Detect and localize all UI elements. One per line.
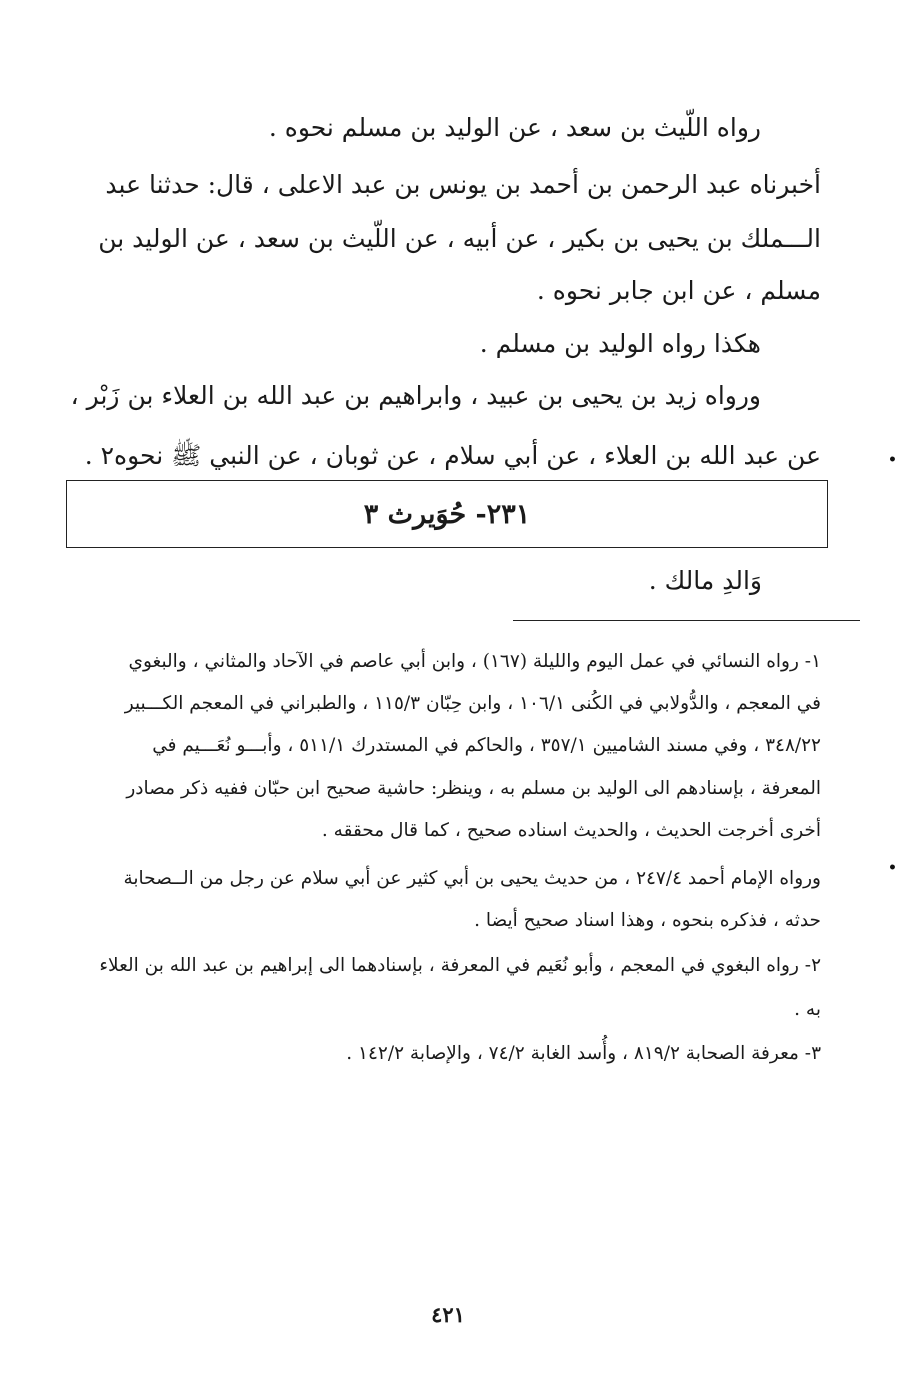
footnote-line-6: ورواه الإمام أحمد ٢٤٧/٤ ، من حديث يحيى بن أبي كثير عن أبي سلام عن رجل من الــصحابة xyxy=(123,868,821,889)
main-line-2: أخبرناه عبد الرحمن بن أحمد بن يونس بن عبد الاعلى ، قال: حدثنا عبد xyxy=(105,170,821,199)
page-number: ٤٢١ xyxy=(431,1302,465,1327)
subject-line: وَالدِ مالك . xyxy=(648,566,762,595)
footnote-line-9: به . xyxy=(794,999,821,1020)
margin-mark: • xyxy=(888,452,897,468)
main-line-4: مسلم ، عن ابن جابر نحوه . xyxy=(536,276,821,305)
main-line-7: عن عبد الله بن العلاء ، عن أبي سلام ، عن ثوبان ، عن النبي ﷺ نحوه٢ . xyxy=(84,441,821,470)
footnote-line-5: أخرى أخرجت الحديث ، والحديث اسناده صحيح ، كما قال محققه . xyxy=(321,820,821,841)
main-line-1: رواه اللّيث بن سعد ، عن الوليد بن مسلم نحوه . xyxy=(268,113,761,142)
section-heading: ٢٣١- حُوَيرث ٣ xyxy=(363,498,531,530)
footnote-line-10: ٣- معرفة الصحابة ٨١٩/٢ ، وأُسد الغابة ٧٤/٢ ، والإصابة ١٤٢/٢ . xyxy=(346,1043,821,1064)
main-line-5: هكذا رواه الوليد بن مسلم . xyxy=(479,329,761,358)
section-heading-box xyxy=(66,480,828,548)
main-line-6: ورواه زيد بن يحيى بن عبيد ، وابراهيم بن عبد الله بن العلاء بن زَبْر ، xyxy=(70,381,761,410)
margin-mark: • xyxy=(888,860,897,876)
footnote-line-1: ١- رواه النسائي في عمل اليوم والليلة (١٦٧) ، وابن أبي عاصم في الآحاد والمثاني ، والبغوي xyxy=(128,651,821,672)
footnote-line-8: ٢- رواه البغوي في المعجم ، وأبو نُعَيم في المعرفة ، بإسنادهما الى إبراهيم بن عبد الله بن العلاء xyxy=(99,955,821,976)
footnote-line-3: ٣٤٨/٢٢ ، وفي مسند الشاميين ٣٥٧/١ ، والحاكم في المستدرك ٥١١/١ ، وأبـــو نُعَـــيم في xyxy=(152,735,821,756)
footnote-line-4: المعرفة ، بإسنادهم الى الوليد بن مسلم به ، وينظر: حاشية صحيح ابن حبّان ففيه ذكر مصادر xyxy=(126,778,821,799)
footnote-line-7: حدثه ، فذكره بنحوه ، وهذا اسناد صحيح أيضا . xyxy=(474,910,821,931)
footnote-line-2: في المعجم ، والدُّولابي في الكُنى ١٠٦/١ ، وابن حِبّان ١١٥/٣ ، والطبراني في المعجم الكـــبير xyxy=(124,693,821,714)
footnote-separator xyxy=(513,620,860,621)
main-line-3: الـــملك بن يحيى بن بكير ، عن أبيه ، عن اللّيث بن سعد ، عن الوليد بن xyxy=(98,224,821,253)
